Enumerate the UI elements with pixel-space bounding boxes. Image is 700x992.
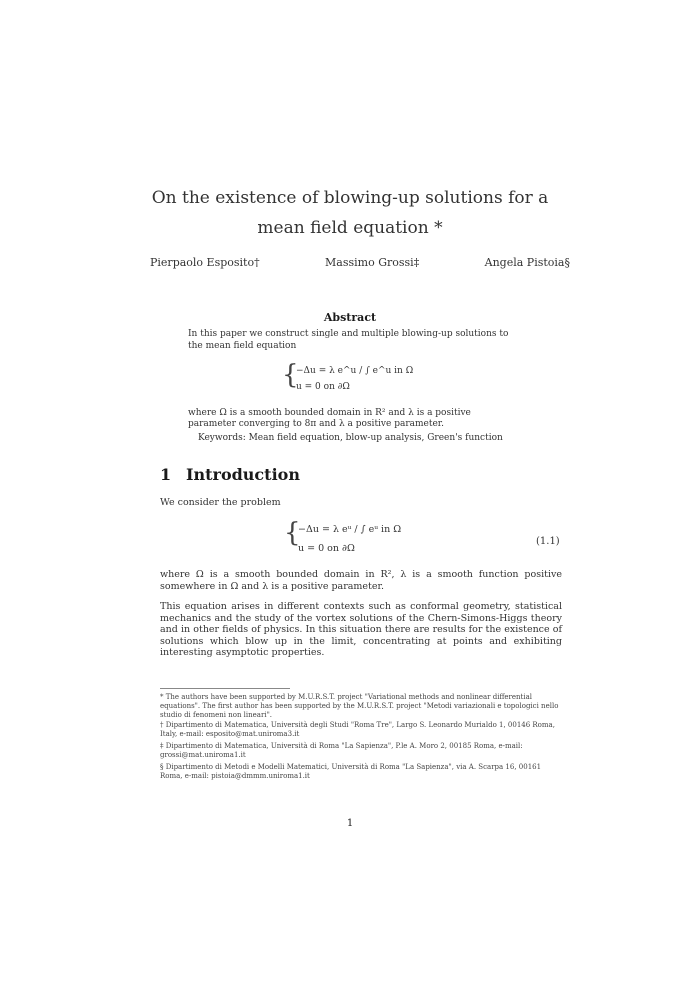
intro-sentence: We consider the problem [160,497,281,508]
title-line-1: On the existence of blowing-up solutions for a [151,188,549,208]
abstract-line-1: In this paper we construct single and multiple blowing-up solutions to [188,329,509,339]
footnote-2: † Dipartimento di Matematica, Università degli Studi "Roma Tre", Largo S. Leonardo Murialdo 1, 00146 Roma, Italy, e-mail: esposito@mat.uniroma3.it [160,721,555,738]
section-number: 1 [160,465,172,484]
abstract-equation-brace: { [282,360,299,390]
footnote-3: ‡ Dipartimento di Matematica, Università di Roma "La Sapienza", P.le A. Moro 2, 00185 Roma, e-mail: grossi@mat.uniroma1.it [160,742,523,759]
abstract-line-3: where Ω is a smooth bounded domain in R² and λ is a positive [188,408,471,418]
abstract-line-2: the mean field equation [188,341,297,351]
author-1: Pierpaolo Esposito† [150,256,260,269]
paragraph-1: where Ω is a smooth bounded domain in R², λ is a smooth function positive somewhere in Ω and λ is a positive parameter. [160,569,562,592]
abstract-keywords: Keywords: Mean field equation, blow-up analysis, Green's function [198,433,503,443]
abstract-equation-row-1: −Δu = λ e^u / ∫ e^u in Ω [296,366,414,376]
equation-row-1: −Δu = λ eᵘ / ∫ eᵘ in Ω [298,524,402,535]
abstract-line-4: parameter converging to 8π and λ a positive parameter. [188,419,444,429]
author-3: Angela Pistoia§ [484,256,570,269]
equation-number: (1.1) [536,536,560,547]
paragraph-2: This equation arises in different contexts such as conformal geometry, statistical mechanics and the study of the vortex solutions of the Chern-Simons-Higgs theory and in other fields of physics. In this situation there are results for the existence of solutions which blow up in the limit, concentrating at points and exhibiting interesting asymptotic properties. [160,601,562,658]
paper-title [150,183,550,243]
footnote-4: § Dipartimento di Metodi e Modelli Matematici, Università di Roma "La Sapienza", via A. Scarpa 16, 00161 Roma, e-mail: pistoia@dmmm.uniroma1.it [160,763,542,780]
author-list [150,256,570,269]
abstract-equation-row-2: u = 0 on ∂Ω [296,382,350,392]
author-2: Massimo Grossi‡ [325,256,420,269]
section-heading [160,465,300,484]
footnote-rule [160,688,290,689]
abstract-heading: Abstract [323,311,377,324]
footnote-1: * The authors have been supported by M.U.R.S.T. project "Variational methods and nonlinear differential equations". The first author has been supported by the M.U.R.S.T. project "Metodi variazionali e topologici nello studio di fenomeni non lineari". [160,693,559,719]
section-title: Introduction [186,465,300,484]
title-line-2: mean field equation * [257,218,443,238]
equation-brace: { [284,518,301,548]
equation-row-2: u = 0 on ∂Ω [298,543,355,554]
page-number: 1 [346,818,354,829]
